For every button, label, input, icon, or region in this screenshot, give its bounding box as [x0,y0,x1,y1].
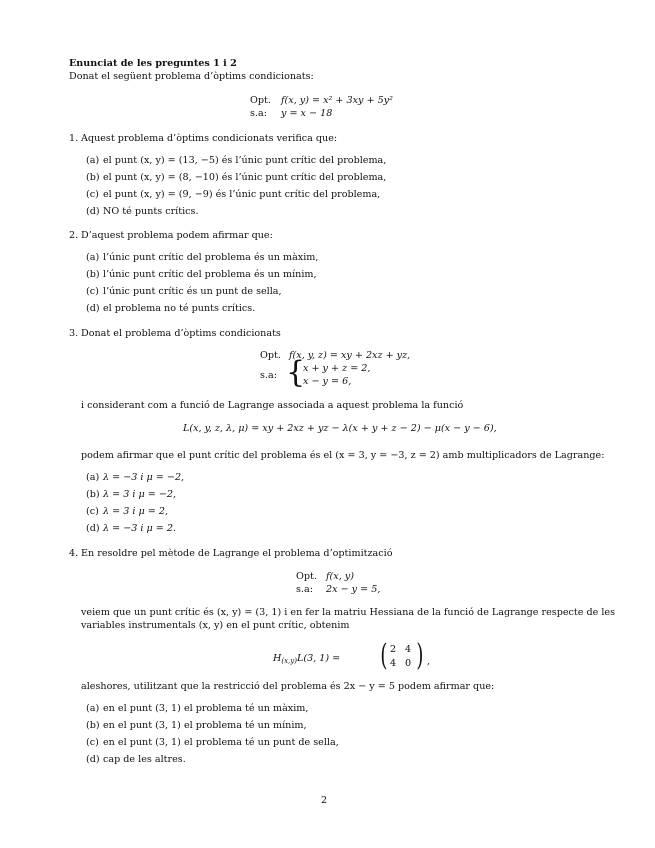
q4-option-b: en el punt (3, 1) el problema té un mínim, [103,720,307,731]
q1-text: Aquest problema d’òptims condicionats verifica que: [81,133,338,144]
q2-number: 2. [69,230,79,241]
q4-constraint: 2x − y = 5, [326,584,381,595]
q3-option-c-label: (c) [86,506,99,517]
matrix-left-paren: ( [380,638,388,673]
q3-opt-label: Opt. [260,350,281,361]
matrix-cell-0-0: 2 [390,644,397,655]
intro-text: Donat el següent problema d’òptims condicionats: [69,71,314,82]
q3-text3: podem afirmar que el punt crític del problema és el (x = 3, y = −3, z = 2) amb multiplicadors de Lagrange: [81,450,605,461]
q2-option-c-label: (c) [86,286,99,297]
q4-option-c: en el punt (3, 1) el problema té un punt de sella, [103,737,339,748]
q1-option-a-label: (a) [86,155,100,166]
q4-option-d-label: (d) [86,754,100,765]
q1-number: 1. [69,133,79,144]
q3-option-b-label: (b) [86,489,100,500]
q3-constraint-2: x − y = 6, [303,376,352,387]
q4-sa-label: s.a: [296,584,313,595]
hessian-end-punct: , [427,656,431,667]
q3-option-a-label: (a) [86,472,100,483]
problem1-constraint: y = x − 18 [281,108,333,119]
matrix-cell-0-1: 4 [405,644,412,655]
matrix-right-paren: ) [416,638,424,673]
q2-text: D’aquest problema podem afirmar que: [81,230,273,241]
q3-constraint-1: x + y + z = 2, [303,363,371,374]
q3-option-a: λ = −3 i μ = −2, [103,472,185,483]
q3-text2: i considerant com a funció de Lagrange associada a aquest problema la funció [81,400,464,411]
q1-option-c: el punt (x, y) = (9, −9) és l’únic punt crític del problema, [103,189,381,200]
q3-lagrangian: L(x, y, z, λ, μ) = xy + 2xz + yz − λ(x + y + z − 2) − μ(x − y − 6), [183,423,497,434]
q2-option-b: l’únic punt crític del problema és un mínim, [103,269,317,280]
q4-text4: aleshores, utilitzant que la restricció del problema és 2x − y = 5 podem afirmar que: [81,681,495,692]
q4-text3: variables instrumentals (x, y) en el punt crític, obtenim [81,620,350,631]
q3-option-c: λ = 3 i μ = 2, [103,506,169,517]
q3-brace: { [286,355,306,390]
problem1-sa-label: s.a: [250,108,267,119]
matrix-cell-1-0: 4 [390,658,397,669]
q3-option-d: λ = −3 i μ = 2. [103,523,177,534]
q4-option-c-label: (c) [86,737,99,748]
q1-option-b: el punt (x, y) = (8, −10) és l’únic punt crític del problema, [103,172,387,183]
q2-option-c: l’únic punt crític és un punt de sella, [103,286,282,297]
q4-option-a: en el punt (3, 1) el problema té un màxim, [103,703,309,714]
q4-option-d: cap de les altres. [103,754,186,765]
q1-option-b-label: (b) [86,172,100,183]
q3-text: Donat el problema d’òptims condicionats [81,328,281,339]
q4-text2: veiem que un punt crític és (x, y) = (3, 1) i en fer la matriu Hessiana de la funció de Lagrange respecte de les [81,607,616,618]
q4-opt-label: Opt. [296,571,317,582]
q3-sa-label: s.a: [260,370,277,381]
q2-option-b-label: (b) [86,269,100,280]
problem1-objective: f(x, y) = x² + 3xy + 5y² [281,95,393,106]
q4-objective: f(x, y) [326,571,354,582]
q3-number: 3. [69,328,79,339]
q4-number: 4. [69,548,79,559]
q3-objective: f(x, y, z) = xy + 2xz + yz, [289,350,411,361]
q4-option-a-label: (a) [86,703,100,714]
q4-text: En resoldre pel mètode de Lagrange el problema d’optimització [81,548,393,559]
q1-option-a: el punt (x, y) = (13, −5) és l’únic punt crític del problema, [103,155,387,166]
section-heading: Enunciat de les preguntes 1 i 2 [69,58,237,69]
q2-option-a: l’únic punt crític del problema és un màxim, [103,252,319,263]
problem1-opt-label: Opt. [250,95,271,106]
q1-option-d-label: (d) [86,206,100,217]
q1-option-d: NO té punts crítics. [103,206,199,217]
q2-option-d: el problema no té punts crítics. [103,303,256,314]
q3-option-b: λ = 3 i μ = −2, [103,489,177,500]
hessian-symbol: $H_{(x,y)}L(3$, 1) = [273,653,341,665]
page-number: 2 [321,795,328,806]
q2-option-d-label: (d) [86,303,100,314]
q2-option-a-label: (a) [86,252,100,263]
matrix-cell-1-1: 0 [405,658,412,669]
q3-option-d-label: (d) [86,523,100,534]
q1-option-c-label: (c) [86,189,99,200]
q4-option-b-label: (b) [86,720,100,731]
